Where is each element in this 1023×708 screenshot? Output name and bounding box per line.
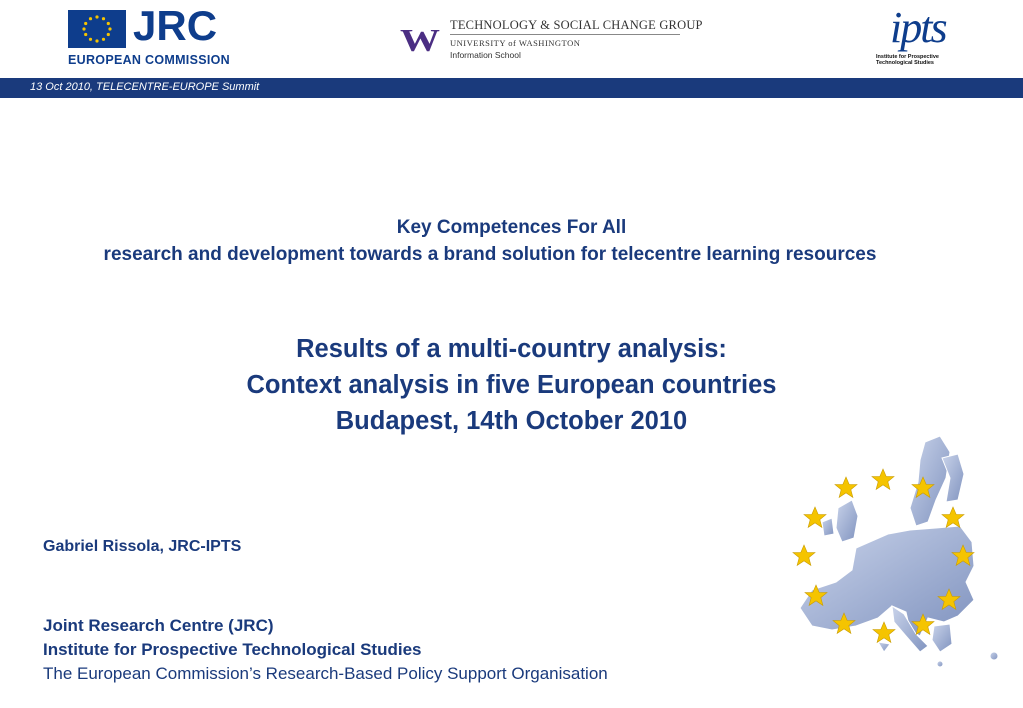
uw-university: UNIVERSITY of WASHINGTON — [450, 38, 581, 48]
uw-group-title: TECHNOLOGY & SOCIAL CHANGE GROUP — [450, 18, 703, 32]
org-line-3: The European Commission’s Research-Based Policy Support Organisation — [43, 664, 608, 683]
org-line-2: Institute for Prospective Technological Studies — [43, 640, 422, 659]
subtitle-block — [0, 331, 1023, 439]
subtitle-line-1: Results of a multi-country analysis: — [296, 335, 727, 363]
europe-map-image — [760, 430, 1010, 680]
organisation-block — [43, 614, 608, 686]
uw-tasch-logo — [400, 16, 703, 62]
uw-divider — [450, 34, 680, 35]
jrc-wordmark: JRC — [133, 2, 218, 49]
european-commission-label: EUROPEAN COMMISSION — [68, 53, 230, 67]
subtitle-line-3: Budapest, 14th October 2010 — [335, 407, 688, 435]
band-notch — [378, 72, 706, 78]
org-line-1: Joint Research Centre (JRC) — [43, 616, 274, 635]
header-band — [0, 78, 1023, 98]
uw-school: Information School — [450, 50, 521, 60]
jrc-logo — [68, 2, 230, 70]
uw-w-icon: W — [400, 22, 440, 58]
ipts-caption: Institute for Prospective Technological Studies — [876, 54, 939, 66]
event-label: 13 Oct 2010, TELECENTRE-EUROPE Summit — [30, 81, 260, 93]
ipts-logo — [872, 4, 962, 76]
author-name: Gabriel Rissola, JRC-IPTS — [43, 538, 242, 555]
eu-flag-icon — [68, 10, 126, 48]
subtitle-line-2: Context analysis in five European countries — [246, 371, 777, 399]
ipts-mark: ipts — [890, 3, 946, 52]
title-line-2: research and development towards a brand solution for telecentre learning resources — [103, 244, 877, 265]
title-line-1: Key Competences For All — [396, 217, 627, 238]
